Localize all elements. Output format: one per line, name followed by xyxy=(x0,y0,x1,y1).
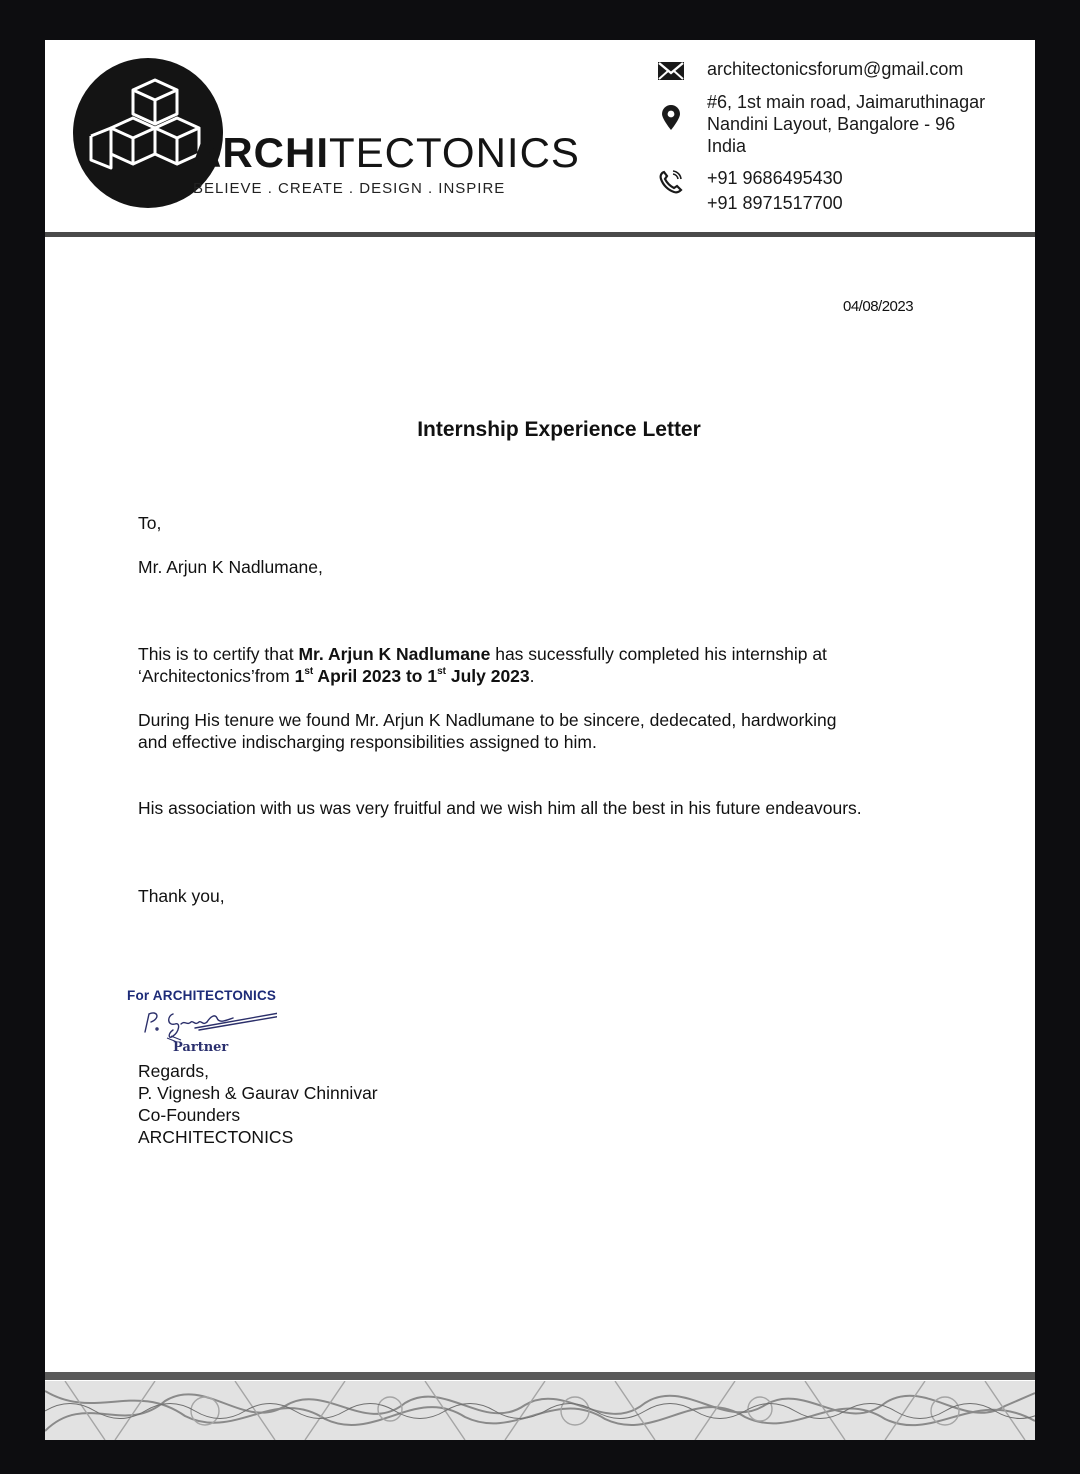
phone-icon xyxy=(657,170,687,194)
mail-icon xyxy=(657,60,687,84)
phone-number-1[interactable]: +91 9686495430 xyxy=(707,168,843,188)
company-stamp-label: For ARCHITECTONICS xyxy=(127,988,277,1003)
logo-wordmark: ARCHITECTONICS xyxy=(191,129,580,176)
certification-paragraph xyxy=(138,643,827,687)
header-divider xyxy=(45,232,1035,237)
contact-email[interactable]: architectonicsforum@gmail.com xyxy=(707,59,964,79)
letter-title: Internship Experience Letter xyxy=(417,418,701,441)
signatory-role: Co-Founders xyxy=(138,1105,241,1125)
conduct-line-2: and effective indischarging responsibilities assigned to him. xyxy=(138,732,597,752)
salutation: To, xyxy=(138,513,162,533)
letter-date: 04/08/2023 xyxy=(843,298,914,315)
location-pin-icon xyxy=(657,105,687,129)
address-line-2: Nandini Layout, Bangalore - 96 xyxy=(707,114,956,134)
regards-line: Regards, xyxy=(138,1061,210,1081)
conduct-paragraph xyxy=(138,709,836,753)
recipient-name: Mr. Arjun K Nadlumane, xyxy=(138,557,323,577)
signatory-company: ARCHITECTONICS xyxy=(138,1127,294,1147)
contact-phones xyxy=(707,166,843,216)
letter-page xyxy=(45,40,1035,1440)
signatory-names: P. Vignesh & Gaurav Chinnivar xyxy=(138,1083,378,1103)
wishes-paragraph: His association with us was very fruitful and we wish him all the best in his future endeavours. xyxy=(138,798,862,818)
signature-block xyxy=(138,1060,378,1148)
intern-name: Mr. Arjun K Nadlumane xyxy=(298,644,491,664)
company-logo xyxy=(73,58,593,218)
address-line-1: #6, 1st main road, Jaimaruthinagar xyxy=(707,92,986,112)
internship-period: 1st April 2023 to 1st July 2023 xyxy=(294,666,530,686)
logo-tagline: BELIEVE . CREATE . DESIGN . INSPIRE xyxy=(193,180,506,197)
phone-number-2[interactable]: +91 8971517700 xyxy=(707,193,843,213)
stamp-role: Partner xyxy=(173,1040,229,1055)
address-line-3: India xyxy=(707,136,747,156)
contact-address xyxy=(707,91,985,157)
footer-decorative-pattern xyxy=(45,1381,1035,1440)
closing-thanks: Thank you, xyxy=(138,886,225,906)
certification-line-1: This is to certify that Mr. Arjun K Nadlumane has sucessfully completed his internship at xyxy=(138,644,827,664)
footer-divider xyxy=(45,1372,1035,1380)
conduct-line-1: During His tenure we found Mr. Arjun K Nadlumane to be sincere, dedecated, hardworking xyxy=(138,710,837,730)
certification-line-2: ‘Architectonics’from 1st April 2023 to 1st July 2023. xyxy=(138,666,535,686)
